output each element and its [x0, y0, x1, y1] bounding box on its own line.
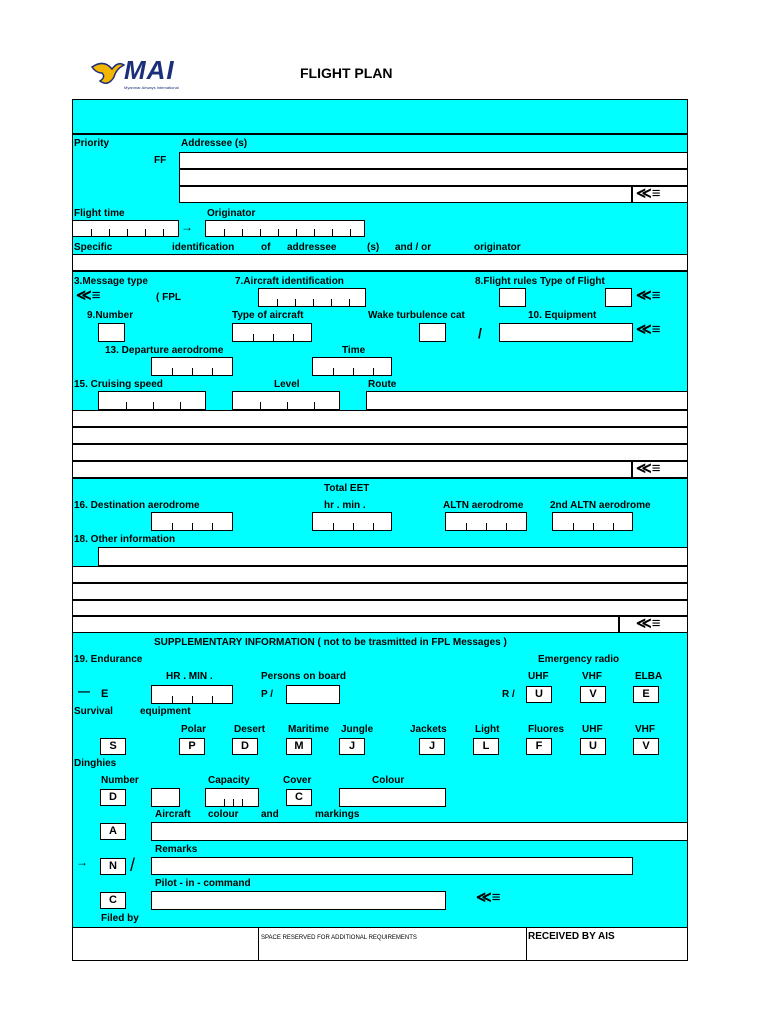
aircraft-colour-checkbox[interactable]: A	[100, 823, 126, 840]
altn-label: ALTN aerodrome	[443, 500, 524, 511]
equipment2-label: equipment	[140, 706, 191, 717]
destination-field[interactable]	[151, 512, 233, 531]
route-label: Route	[368, 379, 397, 390]
end-arrow-icon: ≪≡	[636, 460, 661, 477]
dinghies-capacity-field[interactable]	[205, 788, 259, 807]
radio-elba-checkbox[interactable]: E	[633, 686, 659, 703]
total-eet-label: Total EET	[324, 483, 370, 494]
flight-rules-field[interactable]	[499, 288, 526, 307]
maritime-checkbox[interactable]: M	[286, 738, 312, 755]
addressee-line-2[interactable]	[179, 169, 688, 186]
other-info-field[interactable]	[98, 547, 688, 566]
colour-label: Colour	[372, 775, 405, 786]
other-info-label: 18. Other information	[74, 534, 176, 545]
other-info-line-3[interactable]	[72, 583, 688, 600]
capacity-label: Capacity	[208, 775, 250, 786]
polar-checkbox[interactable]: P	[179, 738, 205, 755]
uhf2-label: UHF	[582, 724, 603, 735]
originator2-label: originator	[474, 242, 521, 253]
aircraft-id-field[interactable]	[258, 288, 366, 307]
divider	[72, 478, 688, 479]
survival-label: Survival	[74, 706, 113, 717]
other-info-line-2[interactable]	[72, 566, 688, 583]
type-aircraft-label: Type of aircraft	[232, 310, 304, 321]
level-field[interactable]	[232, 391, 340, 410]
addressee2-label: addressee	[287, 242, 337, 253]
fluores-checkbox[interactable]: F	[526, 738, 552, 755]
persons-label: Persons on board	[261, 671, 347, 682]
filing-time-field[interactable]	[72, 220, 179, 237]
r-slash-label: R /	[502, 689, 515, 700]
departure-time-field[interactable]	[312, 357, 392, 376]
emergency-radio-label: Emergency radio	[538, 654, 620, 665]
route-line-2[interactable]	[72, 410, 688, 427]
filed-by-label: Filed by	[101, 913, 139, 924]
hr-min2-label: HR . MIN .	[166, 671, 213, 682]
vhf2-label: VHF	[635, 724, 655, 735]
dash-icon: —	[78, 684, 90, 698]
fluores-label: Fluores	[528, 724, 565, 735]
desert-label: Desert	[234, 724, 266, 735]
desert-checkbox[interactable]: D	[232, 738, 258, 755]
flight-rules-label: 8.Flight rules Type of Flight	[475, 276, 605, 287]
jungle-label: Jungle	[341, 724, 374, 735]
dinghies-label: Dinghies	[74, 758, 117, 769]
end-arrow-icon: ≪≡	[636, 615, 661, 632]
number-field[interactable]	[98, 323, 125, 342]
jacket-uhf-checkbox[interactable]: U	[580, 738, 606, 755]
end-arrow-icon: ≪≡	[636, 321, 661, 338]
cruising-speed-field[interactable]	[98, 391, 206, 410]
other-info-line-5[interactable]	[72, 616, 619, 633]
colour2-label: colour	[208, 809, 239, 820]
level-label: Level	[274, 379, 300, 390]
and-label: and	[261, 809, 279, 820]
aircraft-id-label: 7.Aircraft identification	[235, 276, 344, 287]
pilot-checkbox[interactable]: C	[100, 892, 126, 909]
slash-label: /	[478, 325, 482, 341]
dinghies-colour-field[interactable]	[339, 788, 446, 807]
dinghies-checkbox[interactable]: D	[100, 789, 126, 806]
altn-field[interactable]	[445, 512, 527, 531]
polar-label: Polar	[181, 724, 207, 735]
remarks-field[interactable]	[151, 857, 633, 875]
logo	[90, 55, 210, 95]
markings-label: markings	[315, 809, 360, 820]
arrow-right-icon: →	[181, 220, 193, 234]
originator-label: Originator	[207, 208, 256, 219]
light-label: Light	[475, 724, 500, 735]
type-of-flight-field[interactable]	[605, 288, 632, 307]
survival-checkbox[interactable]: S	[100, 738, 126, 755]
wake-label: Wake turbulence cat	[368, 310, 465, 321]
p-slash-label: P /	[261, 689, 274, 700]
supplementary-heading: SUPPLEMENTARY INFORMATION ( not to be trasmitted in FPL Messages )	[154, 637, 507, 648]
arrow-right-icon: →	[76, 855, 88, 869]
identification-label: identification	[172, 242, 235, 253]
route-line-5[interactable]	[72, 461, 632, 478]
hr-min-label: hr . min .	[324, 500, 366, 511]
altn2-label: 2nd ALTN aerodrome	[550, 500, 651, 511]
jungle-checkbox[interactable]: J	[339, 738, 365, 755]
bottom-divider	[258, 927, 259, 961]
cover-label: Cover	[283, 775, 312, 786]
altn2-field[interactable]	[552, 512, 633, 531]
big-slash-label: /	[130, 855, 136, 875]
logo-subtext: Myanmar Airways International	[124, 85, 179, 90]
flight-time-label: Flight time	[74, 208, 125, 219]
light-checkbox[interactable]: L	[473, 738, 499, 755]
remarks-checkbox[interactable]: N	[100, 858, 126, 875]
originator-field[interactable]	[205, 220, 365, 237]
pilot-field[interactable]	[151, 891, 446, 910]
departure-aerodrome-label: 13. Departure aerodrome	[105, 345, 224, 356]
route-field[interactable]	[366, 391, 688, 410]
bird-logo-icon	[90, 57, 126, 91]
priority-label: Priority	[74, 138, 110, 149]
equipment-field[interactable]	[499, 323, 633, 342]
logo-text: MAI	[124, 55, 175, 85]
addressee-label: Addressee (s)	[181, 138, 248, 149]
specific-label: Specific	[74, 242, 113, 253]
start-arrow-icon: ≪≡	[76, 287, 101, 304]
persons-field[interactable]	[286, 685, 340, 704]
s-label: (s)	[367, 242, 380, 253]
ff-label: FF	[154, 155, 167, 166]
end-arrow-icon: ≪≡	[636, 185, 661, 202]
endurance-label: 19. Endurance	[74, 654, 143, 665]
maritime-label: Maritime	[288, 724, 330, 735]
remarks-label: Remarks	[155, 844, 198, 855]
elba-label: ELBA	[635, 671, 663, 682]
radio-uhf-checkbox[interactable]: U	[526, 686, 552, 703]
time-label: Time	[342, 345, 366, 356]
addressee-line-1[interactable]	[179, 152, 688, 169]
divider	[72, 271, 688, 272]
wake-field[interactable]	[419, 323, 446, 342]
jackets-checkbox[interactable]: J	[419, 738, 445, 755]
end-arrow-icon: ≪≡	[476, 889, 501, 906]
and-or-label: and / or	[395, 242, 432, 253]
cover-checkbox[interactable]: C	[286, 789, 312, 806]
type-aircraft-field[interactable]	[232, 323, 312, 342]
destination-label: 16. Destination aerodrome	[74, 500, 200, 511]
aircraft-colour-label: Aircraft	[155, 809, 191, 820]
radio-vhf-checkbox[interactable]: V	[580, 686, 606, 703]
number-label: 9.Number	[87, 310, 134, 321]
total-eet-field[interactable]	[312, 512, 392, 531]
route-line-3[interactable]	[72, 427, 688, 444]
endurance-field[interactable]	[151, 685, 233, 704]
addressee-line-3[interactable]	[179, 186, 632, 203]
pilot-label: Pilot - in - command	[155, 878, 251, 889]
equipment-label: 10. Equipment	[528, 310, 597, 321]
dinghies-number-field[interactable]	[151, 788, 180, 807]
message-type-label: 3.Message type	[74, 276, 148, 287]
jacket-vhf-checkbox[interactable]: V	[633, 738, 659, 755]
of-label: of	[261, 242, 271, 253]
other-info-line-4[interactable]	[72, 600, 688, 616]
uhf-label: UHF	[528, 671, 549, 682]
route-line-4[interactable]	[72, 444, 688, 461]
cruising-speed-label: 15. Cruising speed	[74, 379, 163, 390]
page-title: FLIGHT PLAN	[300, 65, 393, 81]
jackets-label: Jackets	[410, 724, 447, 735]
space-reserved-label: SPACE RESERVED FOR ADDITIONAL REQUIREMENTS	[261, 935, 417, 941]
number2-label: Number	[101, 775, 139, 786]
specific-identification-field[interactable]	[72, 254, 688, 271]
divider	[72, 133, 688, 135]
e-mark-label: E	[101, 688, 109, 700]
departure-aerodrome-field[interactable]	[151, 357, 233, 376]
vhf-label: VHF	[582, 671, 602, 682]
bottom-divider	[526, 927, 527, 961]
fpl-label: ( FPL	[156, 292, 181, 303]
end-arrow-icon: ≪≡	[636, 287, 661, 304]
aircraft-colour-field[interactable]	[151, 822, 688, 841]
received-ais-label: RECEIVED BY AIS	[528, 931, 615, 942]
